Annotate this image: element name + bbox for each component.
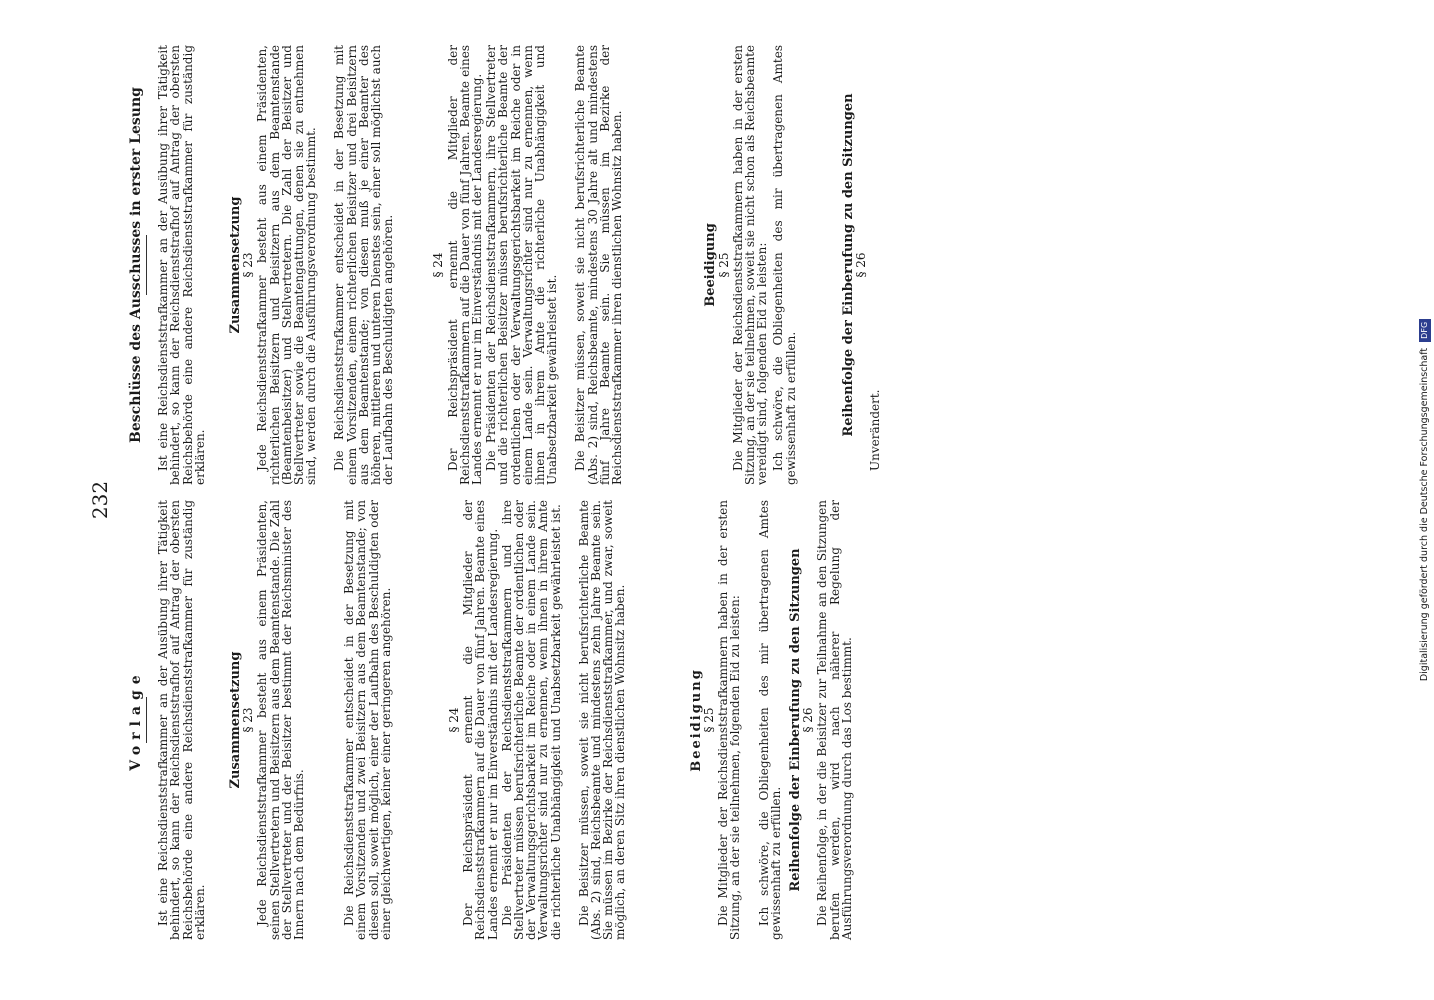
paragraph-s23-1: Jede Reichsdienststrafkammer besteht aus einem Präsidenten, richterlichen Beisitzern und Beisitzern aus dem Beamtenstande (Beamtenbeisitzer) und Stellvertretern. Die Zahl der Beisitzer und Stellvertreter sowie die Beamtengattungen, denen sie zu entnehmen sind, werden durch die Ausführungsverordnung bestimmt. [255, 45, 319, 485]
paragraph-intro: Ist eine Reichsdienststrafkammer an der Ausübung ihrer Tätigkeit behindert, so kann der Reichsdienststrafhof auf Antrag der obersten Reichsbehörde eine andere Reichsdienststrafkammer für zuständig erklären. [156, 45, 207, 485]
paragraph-s25-2: Ich schwöre, die Obliegenheiten des mir übertragenen Amtes gewissenhaft zu erfüllen. [756, 500, 783, 940]
paragraph-s24-3: Die Beisitzer müssen, soweit sie nicht berufsrichterliche Beamte (Abs. 2) sind, Reichsbeamte, mindestens 30 Jahre alt und mindestens fünf Jahre Beamte sein. Sie müssen im Bezirke der Reichsdienststrafkammer ihren dienstlichen Wohnsitz haben. [573, 45, 625, 485]
paragraph-s24-1: Der Reichspräsident ernennt die Mitglieder der Reichsdienststrafkammern auf die Dauer von fünf Jahren. Beamte eines Landes ernennt er nur im Einverständnis mit der Landesregierung. [461, 500, 500, 940]
section-title-zusammensetzung: Zusammensetzung [228, 196, 244, 334]
paragraph-s25-1: Die Mitglieder der Reichsdienststrafkammern haben in der ersten Sitzung, an der sie teilnehmen, soweit sie nicht schon als Reichsbeamte vereidigt sind, folgenden Eid zu leisten: [730, 45, 770, 485]
paragraph-s23-1: Jede Reichsdienststrafkammer besteht aus einem Präsidenten, seinen Stellvertretern und Beisitzern aus dem Beamtenstande. Die Zahl der Stellvertreter und der Beisitzer bestimmt der Reichsminister des Innern nach dem Bedürfnis. [255, 500, 307, 940]
paragraph-s24-3: Die Beisitzer müssen, soweit sie nicht berufsrichterliche Beamte (Abs. 2) sind, Reichsbeamte und mindestens zehn Jahre Beamte sein. Sie müssen im Bezirke der Reichsdienststrafkammer, und zwar, soweit möglich, an deren Sitz ihren dienstlichen Wohnsitz haben. [576, 500, 628, 940]
column-vorlage [130, 500, 857, 940]
heading-rule [146, 697, 147, 743]
section-number-24: § 24 [431, 252, 446, 278]
section-number-23: § 23 [241, 252, 256, 278]
digitization-credit [1418, 0, 1432, 1000]
digitization-credit-text: Digitalisierung gefördert durch die Deutsche Forschungsgemeinschaft [1419, 347, 1430, 682]
paragraph-s23-2: Die Reichsdienststrafkammer entscheidet in der Besetzung mit einem Vorsitzenden, einem richterlichen Beisitzer und drei Beisitzern aus dem Beamtenstande; von diesen muß je einer Beamter des höheren, mittleren und unteren Dienstes sein, einer soll möglichst auch der Laufbahn des Beschuldigten angehören. [332, 45, 396, 485]
section-title-beeidigung: Beeidigung [688, 668, 704, 772]
column-heading-vorlage: Vorlage [128, 669, 144, 771]
column-heading-beschluesse: Beschlüsse des Ausschusses in erster Lesung [128, 87, 144, 443]
dfg-logo: DFG [1419, 319, 1431, 342]
page-number: 232 [88, 480, 112, 520]
column-beschluesse [130, 45, 885, 485]
paragraph-s24-2: Die Präsidenten der Reichsdienststrafkammern und ihre Stellvertreter müssen berufsrichterliche Beamte der ordentlichen oder der Verwaltungsgerichtsbarkeit im Reiche oder in einem Lande sein. Verwaltungsrichter sind nur zu ernennen, wenn ihnen in ihrem Amte die richterliche Unabhängigkeit und Unabsetzbarkeit gewährleistet ist. [499, 500, 563, 940]
section-number-23: § 23 [241, 707, 256, 733]
section-number-26: § 26 [801, 707, 816, 733]
section-number-25: § 25 [701, 707, 716, 733]
paragraph-intro: Ist eine Reichsdienststrafkammer an der Ausübung ihrer Tätigkeit behindert, so kann der Reichsdienststrafhof auf Antrag der obersten Reichsbehörde eine andere Reichsdienststrafkammer für zuständig erklären. [156, 500, 207, 940]
section-number-24: § 24 [447, 707, 462, 733]
section-title-beeidigung: Beeidigung [703, 223, 719, 307]
section-number-25: § 25 [716, 252, 731, 278]
paragraph-s24-2: Die Präsidenten der Reichsdienststrafkammern, ihre Stellvertreter und die richterlichen Beisitzer müssen berufsrichterliche Beamte der ordentlichen oder der Verwaltungsgerichtsbarkeit im Reiche oder in einem Lande sein. Verwaltungsrichter sind nur zu ernennen, wenn ihnen in ihrem Amte die richterliche Unabhängigkeit und Unabsetzbarkeit gewährleistet ist. [484, 45, 560, 485]
section-number-26: § 26 [853, 252, 868, 278]
section-title-zusammensetzung: Zusammensetzung [228, 651, 244, 789]
heading-rule [146, 235, 147, 295]
paragraph-s23-2: Die Reichsdienststrafkammer entscheidet in der Besetzung mit einem Vorsitzenden und zwei Beisitzern aus dem Beamtenstande; von diesen soll, soweit möglich, einer der Laufbahn des Beschuldigten oder einer gleichwertigen, keiner einer geringeren angehören. [342, 500, 393, 940]
paragraph-s25-2: Ich schwöre, die Obliegenheiten des mir übertragenen Amtes gewissenhaft zu erfüllen. [771, 45, 798, 485]
section-title-reihenfolge: Reihenfolge der Einberufung zu den Sitzungen [840, 93, 856, 437]
paragraph-s26-1: Unverändert. [868, 389, 883, 471]
paragraph-s25-1: Die Mitglieder der Reichsdienststrafkammern haben in der ersten Sitzung, an der sie teilnehmen, folgenden Eid zu leisten: [716, 500, 743, 940]
paragraph-s24-1: Der Reichspräsident ernennt die Mitglieder der Reichsdienststrafkammern auf die Dauer von fünf Jahren. Beamte eines Landes ernennt er nur im Einverständnis mit der Landesregierung. [445, 45, 485, 485]
paragraph-s26-1: Die Reihenfolge, in der die Beisitzer zur Teilnahme an den Sitzungen berufen werden, wird nach näherer Regelung der Ausführungsverordnung durch das Los bestimmt. [815, 500, 854, 940]
section-title-reihenfolge: Reihenfolge der Einberufung zu den Sitzungen [787, 548, 803, 892]
